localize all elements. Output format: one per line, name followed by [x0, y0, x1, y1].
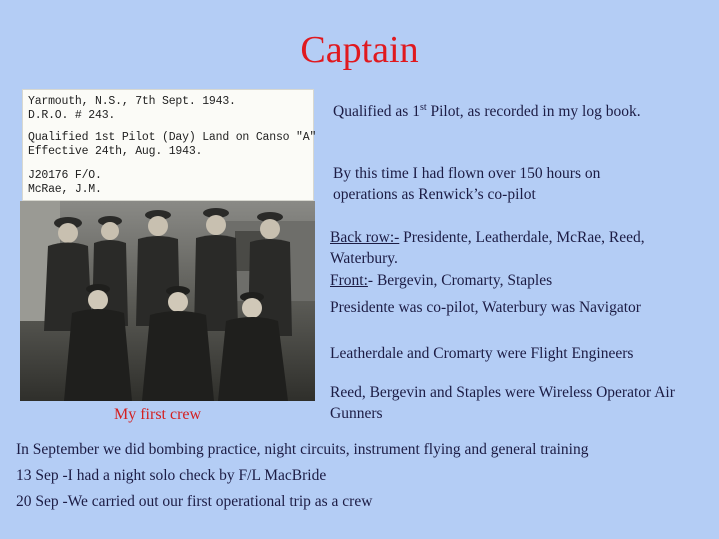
slide-title: Captain [300, 29, 419, 71]
log-line: D.R.O. # 243. [28, 109, 116, 122]
back-row-names: Presidente, Leatherdale, McRae, Reed, Waterbury. [330, 229, 645, 267]
log-line: McRae, J.M. [28, 183, 102, 196]
front-row-text [330, 270, 680, 291]
log-line: Qualified 1st Pilot (Day) Land on Canso "A" [28, 131, 317, 144]
log-book-entry [22, 89, 317, 201]
back-row-text [330, 227, 680, 269]
photo-caption: My first crew [114, 406, 202, 423]
front-row-label: Front: [330, 272, 368, 289]
hours-text: By this time I had flown over 150 hours on operations as Renwick’s co-pilot [333, 165, 601, 203]
note-line: 13 Sep -I had a night solo check by F/L MacBride [16, 467, 327, 484]
log-line: Effective 24th, Aug. 1943. [28, 145, 203, 158]
log-line: J20176 F/O. [28, 169, 102, 182]
note-line: In September we did bombing practice, night circuits, instrument flying and general training [16, 441, 589, 458]
note-line: 20 Sep -We carried out our first operational trip as a crew [16, 493, 373, 510]
crew-photo [20, 201, 315, 401]
crew-photo-image [20, 201, 315, 401]
qualified-text: Qualified as 1st Pilot, as recorded in my log book. [333, 102, 641, 121]
role-line: Leatherdale and Cromarty were Flight Engineers [330, 345, 634, 362]
role-line: Reed, Bergevin and Staples were Wireless Operator Air Gunners [330, 384, 675, 422]
front-row-names: - Bergevin, Cromarty, Staples [367, 272, 553, 289]
role-line: Presidente was co-pilot, Waterbury was Navigator [330, 299, 641, 316]
back-row-label: Back row:- [330, 229, 400, 246]
log-line: Yarmouth, N.S., 7th Sept. 1943. [28, 95, 236, 108]
